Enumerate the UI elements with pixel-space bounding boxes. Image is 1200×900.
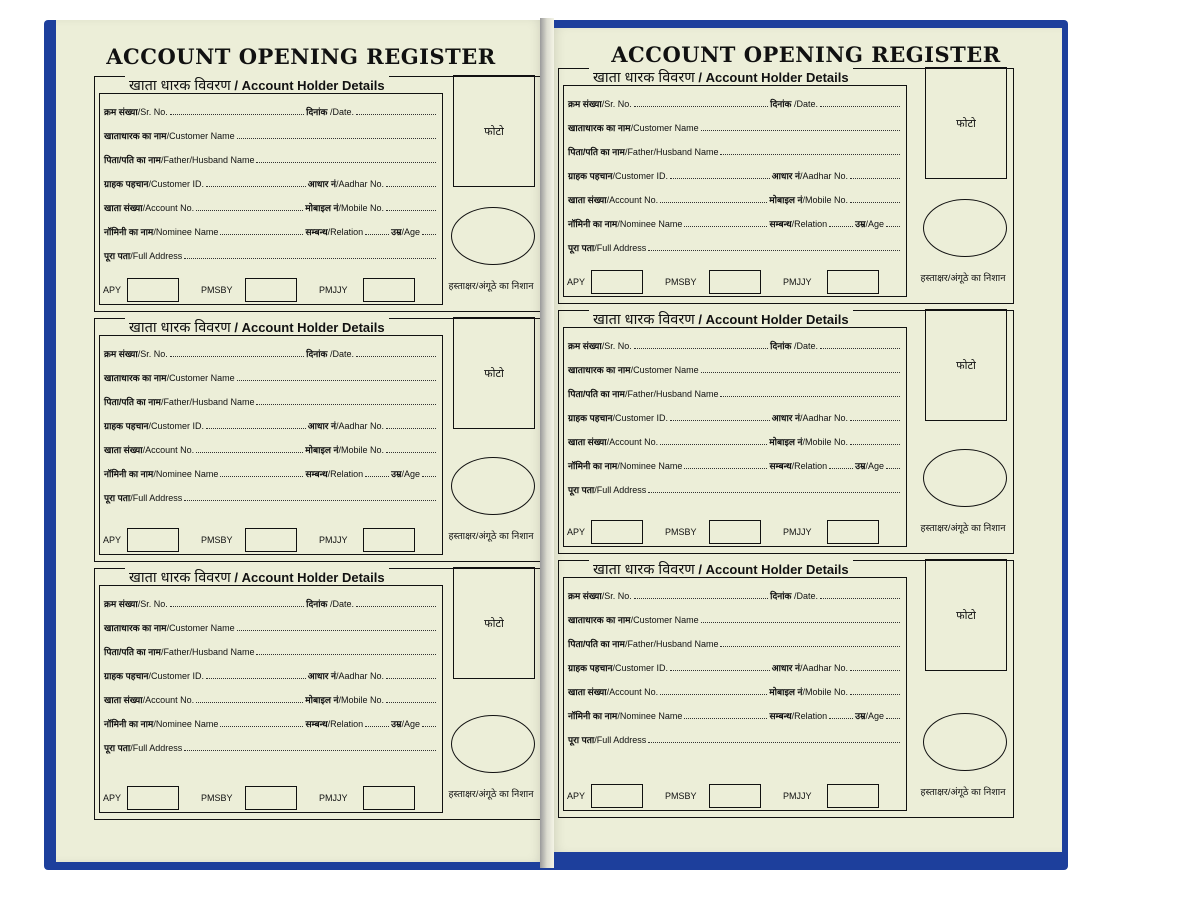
customer-name-field[interactable]: [237, 138, 436, 139]
thumb-impression-oval[interactable]: [923, 449, 1007, 507]
customer-id-field[interactable]: [670, 420, 770, 421]
nominee-row: नॉमिनी का नाम/Nominee Name सम्बन्ध/Relation उम्र/Age: [104, 716, 438, 730]
book-spine: [540, 18, 554, 868]
customer-id-row: ग्राहक पहचान/Customer ID. आधार नं/Aadhar No.: [568, 660, 902, 674]
sr-no-field[interactable]: [170, 356, 304, 357]
sr-no-field[interactable]: [634, 106, 768, 107]
aadhar-field[interactable]: [386, 186, 436, 187]
customer-name-field[interactable]: [701, 622, 900, 623]
account-holder-block: [94, 318, 542, 562]
account-no-field[interactable]: [196, 210, 303, 211]
date-field[interactable]: [820, 598, 900, 599]
block-heading: खाता धारक विवरण / Account Holder Details: [589, 559, 853, 579]
pmsby-box[interactable]: [709, 520, 761, 544]
account-no-row: खाता संख्या/Account No. मोबाइल नं/Mobile No.: [104, 442, 438, 456]
customer-name-row: खाताधारक का नाम/Customer Name: [104, 128, 438, 142]
father-husband-row: पिता/पति का नाम/Father/Husband Name: [568, 144, 902, 158]
apy-label: APY: [103, 535, 122, 545]
age-field[interactable]: [422, 476, 436, 477]
customer-name-row: खाताधारक का नाम/Customer Name: [568, 362, 902, 376]
sr-no-field[interactable]: [634, 348, 768, 349]
right-page: [550, 28, 1062, 852]
pmjjy-label: PMJJY: [783, 277, 812, 287]
scheme-row: [567, 269, 879, 295]
photo-label: फोटो: [956, 609, 976, 622]
address-row: पूरा पता/Full Address: [104, 490, 438, 504]
apy-box[interactable]: [127, 528, 179, 552]
customer-id-row: ग्राहक पहचान/Customer ID. आधार नं/Aadhar No.: [568, 168, 902, 182]
account-no-field[interactable]: [660, 694, 767, 695]
customer-id-field[interactable]: [206, 428, 306, 429]
pmjjy-label: PMJJY: [783, 527, 812, 537]
aadhar-field[interactable]: [850, 420, 900, 421]
pmsby-label: PMSBY: [665, 791, 697, 801]
photo-box[interactable]: [925, 309, 1007, 421]
nominee-field[interactable]: [684, 468, 767, 469]
nominee-field[interactable]: [220, 726, 303, 727]
thumb-impression-oval[interactable]: [451, 715, 535, 773]
age-field[interactable]: [886, 468, 900, 469]
customer-name-field[interactable]: [237, 380, 436, 381]
address-row: पूरा पता/Full Address: [568, 732, 902, 746]
date-field[interactable]: [356, 356, 436, 357]
relation-field[interactable]: [829, 718, 853, 719]
sr-no-row: क्रम संख्या/Sr. No. दिनांक /Date.: [568, 588, 902, 602]
block-heading: खाता धारक विवरण / Account Holder Details: [589, 309, 853, 329]
sr-no-row: क्रम संख्या/Sr. No. दिनांक /Date.: [568, 338, 902, 352]
photo-box[interactable]: [925, 559, 1007, 671]
details-form: [563, 577, 907, 811]
sr-no-row: क्रम संख्या/Sr. No. दिनांक /Date.: [104, 346, 438, 360]
account-holder-block: [94, 76, 542, 312]
sr-no-field[interactable]: [170, 606, 304, 607]
father-husband-field[interactable]: [256, 162, 436, 163]
nominee-row: नॉमिनी का नाम/Nominee Name सम्बन्ध/Relation उम्र/Age: [104, 466, 438, 480]
apy-label: APY: [567, 277, 586, 287]
mobile-field[interactable]: [386, 702, 436, 703]
signature-label: हस्ताक्षर/अंगूठे का निशान: [448, 789, 534, 800]
photo-box[interactable]: [453, 567, 535, 679]
photo-box[interactable]: [925, 67, 1007, 179]
customer-id-row: ग्राहक पहचान/Customer ID. आधार नं/Aadhar No.: [104, 668, 438, 682]
pmjjy-label: PMJJY: [319, 285, 348, 295]
father-husband-field[interactable]: [720, 646, 900, 647]
customer-id-row: ग्राहक पहचान/Customer ID. आधार नं/Aadhar No.: [568, 410, 902, 424]
details-form: [563, 327, 907, 547]
sr-no-field[interactable]: [170, 114, 304, 115]
address-field[interactable]: [648, 742, 900, 743]
pmjjy-box[interactable]: [827, 270, 879, 294]
pmsby-label: PMSBY: [665, 527, 697, 537]
pmsby-box[interactable]: [245, 786, 297, 810]
scheme-row: [567, 783, 879, 809]
date-field[interactable]: [820, 106, 900, 107]
address-field[interactable]: [184, 258, 436, 259]
nominee-row: नॉमिनी का नाम/Nominee Name सम्बन्ध/Relation उम्र/Age: [104, 224, 438, 238]
pmsby-box[interactable]: [709, 270, 761, 294]
photo-box[interactable]: [453, 75, 535, 187]
relation-field[interactable]: [365, 726, 389, 727]
nominee-field[interactable]: [684, 226, 767, 227]
block-heading: खाता धारक विवरण / Account Holder Details: [589, 67, 853, 87]
mobile-field[interactable]: [386, 210, 436, 211]
pmsby-label: PMSBY: [665, 277, 697, 287]
block-heading: खाता धारक विवरण / Account Holder Details: [125, 75, 389, 95]
customer-id-row: ग्राहक पहचान/Customer ID. आधार नं/Aadhar No.: [104, 176, 438, 190]
nominee-row: नॉमिनी का नाम/Nominee Name सम्बन्ध/Relation उम्र/Age: [568, 216, 902, 230]
details-form: [99, 93, 443, 305]
age-field[interactable]: [422, 234, 436, 235]
scheme-row: [103, 527, 415, 553]
account-no-row: खाता संख्या/Account No. मोबाइल नं/Mobile No.: [104, 692, 438, 706]
father-husband-row: पिता/पति का नाम/Father/Husband Name: [568, 386, 902, 400]
address-row: पूरा पता/Full Address: [568, 482, 902, 496]
sr-no-field[interactable]: [634, 598, 768, 599]
account-no-row: खाता संख्या/Account No. मोबाइल नं/Mobile No.: [568, 192, 902, 206]
relation-field[interactable]: [829, 468, 853, 469]
photo-label: फोटो: [484, 617, 504, 630]
father-husband-field[interactable]: [720, 154, 900, 155]
mobile-field[interactable]: [850, 202, 900, 203]
scheme-row: [567, 519, 879, 545]
nominee-field[interactable]: [220, 234, 303, 235]
pmsby-label: PMSBY: [201, 535, 233, 545]
pmjjy-box[interactable]: [827, 784, 879, 808]
apy-box[interactable]: [127, 278, 179, 302]
thumb-impression-oval[interactable]: [923, 199, 1007, 257]
account-holder-block: [94, 568, 542, 820]
signature-label: हस्ताक्षर/अंगूठे का निशान: [920, 787, 1006, 798]
apy-box[interactable]: [591, 784, 643, 808]
pmsby-label: PMSBY: [201, 793, 233, 803]
address-field[interactable]: [648, 492, 900, 493]
nominee-row: नॉमिनी का नाम/Nominee Name सम्बन्ध/Relation उम्र/Age: [568, 458, 902, 472]
aadhar-field[interactable]: [386, 678, 436, 679]
account-no-field[interactable]: [196, 702, 303, 703]
account-no-field[interactable]: [660, 202, 767, 203]
father-husband-field[interactable]: [256, 404, 436, 405]
address-field[interactable]: [184, 750, 436, 751]
signature-label: हस्ताक्षर/अंगूठे का निशान: [920, 523, 1006, 534]
father-husband-field[interactable]: [720, 396, 900, 397]
sr-no-row: क्रम संख्या/Sr. No. दिनांक /Date.: [104, 104, 438, 118]
sr-no-row: क्रम संख्या/Sr. No. दिनांक /Date.: [104, 596, 438, 610]
register-title: ACCOUNT OPENING REGISTER: [106, 44, 496, 69]
signature-label: हस्ताक्षर/अंगूठे का निशान: [920, 273, 1006, 284]
pmsby-box[interactable]: [709, 784, 761, 808]
address-row: पूरा पता/Full Address: [104, 740, 438, 754]
account-no-row: खाता संख्या/Account No. मोबाइल नं/Mobile No.: [568, 434, 902, 448]
date-field[interactable]: [356, 114, 436, 115]
customer-name-row: खाताधारक का नाम/Customer Name: [104, 370, 438, 384]
customer-name-row: खाताधारक का नाम/Customer Name: [568, 612, 902, 626]
account-holder-block: [558, 68, 1014, 304]
address-field[interactable]: [184, 500, 436, 501]
address-row: पूरा पता/Full Address: [104, 248, 438, 262]
relation-field[interactable]: [365, 234, 389, 235]
nominee-field[interactable]: [220, 476, 303, 477]
customer-name-row: खाताधारक का नाम/Customer Name: [104, 620, 438, 634]
account-no-row: खाता संख्या/Account No. मोबाइल नं/Mobile No.: [568, 684, 902, 698]
sr-no-row: क्रम संख्या/Sr. No. दिनांक /Date.: [568, 96, 902, 110]
customer-id-field[interactable]: [206, 186, 306, 187]
thumb-impression-oval[interactable]: [451, 457, 535, 515]
account-no-row: खाता संख्या/Account No. मोबाइल नं/Mobile No.: [104, 200, 438, 214]
customer-name-row: खाताधारक का नाम/Customer Name: [568, 120, 902, 134]
pmjjy-box[interactable]: [363, 786, 415, 810]
aadhar-field[interactable]: [386, 428, 436, 429]
father-husband-row: पिता/पति का नाम/Father/Husband Name: [104, 152, 438, 166]
photo-label: फोटो: [956, 359, 976, 372]
photo-box[interactable]: [453, 317, 535, 429]
pmsby-box[interactable]: [245, 278, 297, 302]
customer-id-field[interactable]: [670, 670, 770, 671]
customer-name-field[interactable]: [237, 630, 436, 631]
photo-label: फोटो: [956, 117, 976, 130]
details-form: [99, 335, 443, 555]
register-title: ACCOUNT OPENING REGISTER: [611, 42, 1001, 67]
age-field[interactable]: [422, 726, 436, 727]
customer-name-field[interactable]: [701, 372, 900, 373]
date-field[interactable]: [820, 348, 900, 349]
apy-box[interactable]: [591, 520, 643, 544]
thumb-impression-oval[interactable]: [923, 713, 1007, 771]
details-form: [99, 585, 443, 813]
father-husband-row: पिता/पति का नाम/Father/Husband Name: [104, 394, 438, 408]
scheme-row: [103, 785, 415, 811]
pmjjy-label: PMJJY: [319, 793, 348, 803]
signature-label: हस्ताक्षर/अंगूठे का निशान: [448, 531, 534, 542]
signature-label: हस्ताक्षर/अंगूठे का निशान: [448, 281, 534, 292]
photo-label: फोटो: [484, 125, 504, 138]
photo-label: फोटो: [484, 367, 504, 380]
customer-name-field[interactable]: [701, 130, 900, 131]
apy-label: APY: [103, 793, 122, 803]
nominee-field[interactable]: [684, 718, 767, 719]
pmsby-label: PMSBY: [201, 285, 233, 295]
pmjjy-box[interactable]: [827, 520, 879, 544]
thumb-impression-oval[interactable]: [451, 207, 535, 265]
nominee-row: नॉमिनी का नाम/Nominee Name सम्बन्ध/Relation उम्र/Age: [568, 708, 902, 722]
age-field[interactable]: [886, 718, 900, 719]
account-holder-block: [558, 310, 1014, 554]
details-form: [563, 85, 907, 297]
apy-box[interactable]: [127, 786, 179, 810]
mobile-field[interactable]: [386, 452, 436, 453]
father-husband-field[interactable]: [256, 654, 436, 655]
apy-label: APY: [567, 791, 586, 801]
apy-label: APY: [567, 527, 586, 537]
pmjjy-label: PMJJY: [319, 535, 348, 545]
relation-field[interactable]: [365, 476, 389, 477]
age-field[interactable]: [886, 226, 900, 227]
pmsby-box[interactable]: [245, 528, 297, 552]
account-no-field[interactable]: [196, 452, 303, 453]
left-page: [56, 20, 546, 862]
father-husband-row: पिता/पति का नाम/Father/Husband Name: [568, 636, 902, 650]
block-heading: खाता धारक विवरण / Account Holder Details: [125, 317, 389, 337]
pmjjy-label: PMJJY: [783, 791, 812, 801]
mobile-field[interactable]: [850, 444, 900, 445]
relation-field[interactable]: [829, 226, 853, 227]
account-holder-block: [558, 560, 1014, 818]
pmjjy-box[interactable]: [363, 278, 415, 302]
apy-label: APY: [103, 285, 122, 295]
address-field[interactable]: [648, 250, 900, 251]
aadhar-field[interactable]: [850, 670, 900, 671]
mobile-field[interactable]: [850, 694, 900, 695]
father-husband-row: पिता/पति का नाम/Father/Husband Name: [104, 644, 438, 658]
account-no-field[interactable]: [660, 444, 767, 445]
aadhar-field[interactable]: [850, 178, 900, 179]
customer-id-field[interactable]: [670, 178, 770, 179]
customer-id-row: ग्राहक पहचान/Customer ID. आधार नं/Aadhar No.: [104, 418, 438, 432]
date-field[interactable]: [356, 606, 436, 607]
customer-id-field[interactable]: [206, 678, 306, 679]
scheme-row: [103, 277, 415, 303]
address-row: पूरा पता/Full Address: [568, 240, 902, 254]
apy-box[interactable]: [591, 270, 643, 294]
pmjjy-box[interactable]: [363, 528, 415, 552]
block-heading: खाता धारक विवरण / Account Holder Details: [125, 567, 389, 587]
